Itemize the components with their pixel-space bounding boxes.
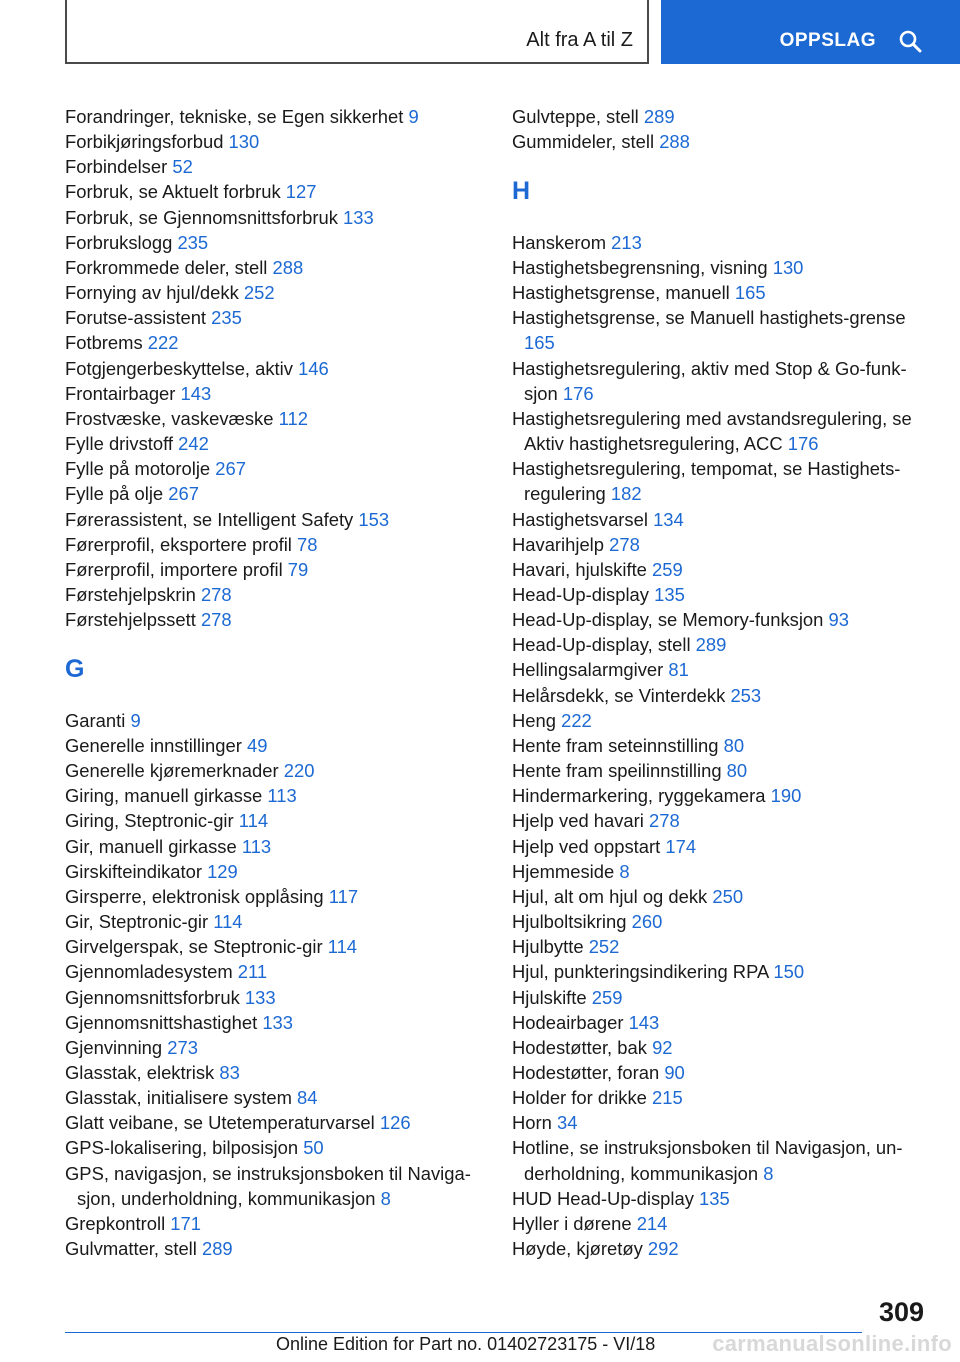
page-reference-link[interactable]: 242 (178, 433, 209, 455)
index-entry (65, 1161, 485, 1211)
page-reference-link[interactable]: 146 (298, 357, 329, 379)
index-entry-text: Fylle på motorolje (65, 458, 211, 480)
index-entry (65, 859, 485, 884)
index-entry (65, 909, 485, 934)
index-entry-text: Hastighetsgrense, se Manuell hastighets-grense (512, 307, 906, 329)
index-entry-text: Førstehjelpskrin (65, 583, 196, 605)
index-entry (512, 808, 932, 833)
index-entry-text: Hastighetsvarsel (512, 508, 648, 530)
index-entry-text: Hindermarkering, ryggekamera (512, 785, 766, 807)
index-entry-text: Girsperre, elektronisk opplåsing (65, 885, 324, 907)
page-reference-link[interactable]: 252 (243, 282, 275, 304)
page-reference-link[interactable]: 273 (167, 1036, 198, 1058)
index-entry-text: Frostvæske, vaskevæske (65, 407, 274, 429)
page-reference-link[interactable]: 50 (303, 1137, 324, 1159)
page-reference-link[interactable]: 126 (379, 1112, 411, 1134)
page-reference-link[interactable]: 176 (787, 433, 819, 455)
page-reference-link[interactable]: 165 (524, 332, 555, 354)
index-entry-text: Hodestøtter, foran (512, 1061, 660, 1083)
page-reference-link[interactable]: 267 (168, 483, 199, 505)
index-entry-text: Hjulbytte (512, 936, 584, 958)
page-reference-link[interactable]: 253 (730, 684, 762, 706)
index-entry (512, 783, 932, 808)
index-entry-text: Gjennomsnittshastighet (65, 1011, 258, 1033)
page-reference-link[interactable]: 80 (726, 760, 748, 782)
index-entry-text: Havari, hjulskifte (512, 558, 647, 580)
index-entry-text: Forbikjøringsforbud (65, 131, 224, 153)
page-reference-link[interactable]: 278 (649, 810, 680, 832)
index-entry-text: Hente fram seteinnstilling (512, 734, 719, 756)
index-entry-text: Glasstak, elektrisk (65, 1061, 215, 1083)
index-entry-text: Head-Up-display (512, 584, 649, 605)
index-entry (512, 1186, 932, 1211)
index-entry-text: Hanskerom (512, 231, 607, 253)
page-reference-link[interactable]: 92 (652, 1036, 673, 1058)
page-reference-link[interactable]: 117 (328, 885, 359, 907)
index-entry-text: Gir, Steptronic-gir (65, 911, 209, 933)
page-reference-link[interactable]: 114 (213, 911, 243, 933)
page-reference-link[interactable]: 252 (588, 936, 620, 958)
index-entry (65, 532, 485, 557)
page-reference-link[interactable]: 153 (358, 508, 390, 530)
index-entry (65, 205, 485, 230)
page-reference-link[interactable]: 130 (228, 131, 260, 153)
page-reference-link[interactable]: 235 (211, 307, 242, 329)
index-entry (65, 230, 485, 255)
index-letter-heading: G (65, 655, 85, 684)
index-entry (512, 758, 932, 783)
index-entry (512, 1110, 932, 1135)
page-reference-link[interactable]: 34 (557, 1112, 578, 1134)
index-entry (512, 959, 932, 984)
index-letter-heading: H (512, 177, 531, 206)
index-entry-text: Gjennomladesystem (65, 961, 233, 983)
page-reference-link[interactable]: 213 (611, 231, 642, 253)
index-entry (65, 758, 485, 783)
index-entry (65, 1035, 485, 1060)
index-entry-text: Hastighetsgrense, manuell (512, 282, 730, 304)
page-reference-link[interactable]: 52 (172, 156, 193, 178)
page-number: 309 (878, 1297, 924, 1327)
page-reference-link[interactable]: 9 (408, 106, 419, 127)
index-entry-text: Førerassistent, se Intelligent Safety (65, 508, 354, 530)
index-entry (512, 456, 932, 506)
page-reference-link[interactable]: 278 (200, 583, 232, 605)
page-reference-link[interactable]: 259 (652, 558, 683, 580)
index-entry (65, 557, 485, 582)
index-entry (512, 406, 932, 456)
index-entry (65, 305, 485, 330)
index-entry-text: Head-Up-display, se Memory-funksjon (512, 609, 824, 631)
page-reference-link[interactable]: 211 (237, 961, 268, 983)
index-entry-text: Hyller i dørene (512, 1212, 632, 1234)
index-entry-text: Hjelp ved oppstart (512, 835, 661, 857)
page-reference-link[interactable]: 220 (283, 760, 315, 782)
index-entry (512, 230, 932, 255)
page-reference-link[interactable]: 113 (267, 785, 297, 807)
page-reference-link[interactable]: 133 (244, 986, 276, 1008)
page-reference-link[interactable]: 250 (712, 885, 744, 907)
lookup-tab-label: OPPSLAG (779, 30, 876, 51)
page-reference-link[interactable]: 174 (665, 835, 697, 857)
section-title: Alt fra A til Z (526, 29, 633, 51)
page-reference-link[interactable]: 222 (561, 709, 592, 731)
index-entry-text: Hodestøtter, bak (512, 1036, 647, 1058)
page-reference-link[interactable]: 79 (287, 558, 309, 580)
page-reference-link[interactable]: 165 (734, 282, 766, 304)
index-entry (65, 733, 485, 758)
page-reference-link[interactable]: 9 (130, 709, 141, 731)
index-entry (512, 305, 932, 355)
page-reference-link[interactable]: 215 (652, 1087, 683, 1109)
page-reference-link[interactable]: 129 (207, 860, 238, 882)
index-entry-text: Girskifteindikator (65, 860, 202, 882)
index-entry-text: Forkrommede deler, stell (65, 256, 268, 278)
index-entry (65, 834, 485, 859)
index-entry (512, 356, 932, 406)
page-reference-link[interactable]: 127 (285, 181, 317, 203)
section-header (65, 0, 649, 64)
index-entry-text: Girvelgerspak, se Steptronic-gir (65, 936, 323, 958)
index-entry (512, 934, 932, 959)
index-entry (512, 1085, 932, 1110)
index-entry (65, 280, 485, 305)
page-reference-link[interactable]: 8 (763, 1162, 774, 1184)
index-entry (65, 959, 485, 984)
index-entry-text: Giring, manuell girkasse (65, 785, 263, 807)
index-entry-text: Hodeairbager (512, 1011, 624, 1033)
index-entry-text: Førerprofil, eksportere profil (65, 533, 292, 555)
page-reference-link[interactable]: 143 (628, 1011, 660, 1033)
page-reference-link[interactable]: 235 (177, 231, 209, 253)
index-entry-text: Hjul, alt om hjul og dekk (512, 885, 708, 907)
index-entry-text: Havarihjelp (512, 533, 604, 555)
index-entry-text: Garanti (65, 709, 126, 731)
index-entry (65, 179, 485, 204)
page-reference-link[interactable]: 214 (636, 1212, 668, 1234)
index-entry (512, 859, 932, 884)
index-entry-text: Hastighetsregulering, tempomat, se Hastighets-regulering (512, 458, 901, 505)
index-entry (512, 607, 932, 632)
index-entry (65, 884, 485, 909)
index-entry-text: Glatt veibane, se Utetemperaturvarsel (65, 1112, 375, 1134)
index-entry-text: Fornying av hjul/dekk (65, 282, 239, 304)
index-entry-text: Hastighetsregulering med avstandsregulering, se Aktiv hastighetsregulering, ACC (512, 407, 912, 455)
index-entry-text: Heng (512, 709, 556, 731)
index-entry (65, 456, 485, 481)
index-entry-text: Hastighetsregulering, aktiv med Stop & Go-funk-sjon (512, 357, 907, 404)
index-entry-text: Gummideler, stell (512, 131, 655, 153)
index-entry-text: Giring, Steptronic-gir (65, 810, 234, 832)
search-icon[interactable] (898, 29, 922, 53)
index-entry (65, 1236, 485, 1261)
index-entry-text: Fylle drivstoff (65, 433, 173, 455)
index-entry (65, 356, 485, 381)
index-entry-text: Head-Up-display, stell (512, 634, 691, 656)
index-entry-text: Gir, manuell girkasse (65, 835, 237, 857)
page-reference-link[interactable]: 78 (297, 533, 318, 555)
page-reference-link[interactable]: 288 (272, 256, 304, 278)
index-entry-text: Hjemmeside (512, 860, 615, 882)
page-reference-link[interactable]: 133 (262, 1011, 293, 1033)
index-entry (512, 104, 932, 129)
index-entry (512, 582, 932, 607)
page-reference-link[interactable]: 135 (654, 584, 685, 605)
index-entry (65, 1110, 485, 1135)
index-entry (512, 255, 932, 280)
index-entry-text: Forandringer, tekniske, se Egen sikkerhet (65, 106, 404, 127)
page-reference-link[interactable]: 84 (297, 1087, 318, 1109)
page-reference-link[interactable]: 113 (241, 835, 272, 857)
index-entry-text: Generelle innstillinger (65, 734, 242, 756)
index-entry (65, 431, 485, 456)
index-entry (512, 683, 932, 708)
index-entry-text: HUD Head-Up-display (512, 1187, 694, 1209)
index-entry (65, 129, 485, 154)
index-entry-text: Forbruk, se Gjennomsnittsforbruk (65, 206, 338, 228)
index-entry-text: Grepkontroll (65, 1212, 166, 1234)
index-column-right (512, 104, 932, 1261)
edition-text: Online Edition for Part no. 01402723175 - VI/18 (276, 1334, 656, 1354)
index-entry (65, 1085, 485, 1110)
index-entry-text: Horn (512, 1112, 552, 1134)
index-entry-text: Førstehjelpssett (65, 609, 196, 631)
index-entry-text: Førerprofil, importere profil (65, 558, 283, 580)
page-reference-link[interactable]: 292 (647, 1238, 679, 1260)
index-entry (65, 934, 485, 959)
index-entry (512, 1236, 932, 1261)
index-entry-text: Hjulskifte (512, 986, 587, 1008)
page-reference-link[interactable]: 267 (215, 458, 246, 480)
index-entry (512, 708, 932, 733)
index-entry (65, 507, 485, 532)
index-entry-text: Fylle på olje (65, 483, 164, 505)
index-entry (512, 884, 932, 909)
index-entry (512, 280, 932, 305)
page-reference-link[interactable]: 8 (380, 1187, 391, 1209)
index-entry (65, 985, 485, 1010)
page-reference-link[interactable]: 93 (828, 609, 849, 631)
index-entry-text: Holder for drikke (512, 1087, 647, 1109)
page-reference-link[interactable]: 135 (699, 1187, 730, 1209)
index-entry-text: Hjulboltsikring (512, 911, 627, 933)
index-entry-text: Frontairbager (65, 382, 176, 404)
index-entry (65, 708, 485, 733)
index-entry (512, 1211, 932, 1236)
index-entry-text: Hjelp ved havari (512, 810, 644, 832)
page-reference-link[interactable]: 150 (773, 961, 805, 983)
index-entry-text: GPS, navigasjon, se instruksjonsboken til Naviga-sjon, underholdning, kommunikasjon (65, 1162, 471, 1209)
page-reference-link[interactable]: 171 (170, 1212, 201, 1234)
index-entry (65, 154, 485, 179)
page-reference-link[interactable]: 133 (343, 206, 374, 228)
index-entry-text: Forbindelser (65, 156, 168, 178)
page-reference-link[interactable]: 8 (619, 860, 630, 882)
page-reference-link[interactable]: 112 (278, 407, 308, 429)
page-reference-link[interactable]: 259 (591, 986, 623, 1008)
page-reference-link[interactable]: 182 (610, 483, 642, 505)
page-reference-link[interactable]: 289 (695, 634, 727, 656)
index-entry (512, 834, 932, 859)
index-entry-text: Helårsdekk, se Vinterdekk (512, 684, 726, 706)
index-entry (65, 330, 485, 355)
page-reference-link[interactable]: 81 (668, 659, 689, 681)
page-reference-link[interactable]: 143 (180, 382, 212, 404)
index-entry (65, 481, 485, 506)
page-reference-link[interactable]: 134 (653, 508, 684, 530)
index-entry (512, 1035, 932, 1060)
page-reference-link[interactable]: 176 (562, 382, 594, 404)
page-reference-link[interactable]: 289 (201, 1238, 233, 1260)
index-entry-text: Gjennomsnittsforbruk (65, 986, 240, 1008)
index-entry (512, 985, 932, 1010)
index-entry (512, 1010, 932, 1035)
lookup-tab[interactable] (661, 0, 960, 64)
page-reference-link[interactable]: 114 (327, 936, 358, 958)
index-entry (512, 129, 932, 154)
index-entry-text: Hastighetsbegrensning, visning (512, 256, 768, 278)
index-entry (512, 557, 932, 582)
page-reference-link[interactable]: 278 (200, 609, 232, 631)
index-entry-text: Glasstak, initialisere system (65, 1087, 292, 1109)
index-entry-text: Gulvmatter, stell (65, 1238, 197, 1260)
index-entry (65, 808, 485, 833)
page-reference-link[interactable]: 80 (723, 734, 745, 756)
page-reference-link[interactable]: 222 (147, 332, 179, 354)
index-entry-text: Hjul, punkteringsindikering RPA (512, 961, 769, 983)
page-reference-link[interactable]: 190 (770, 785, 802, 807)
page-reference-link[interactable]: 289 (643, 106, 675, 127)
index-entry (65, 582, 485, 607)
index-entry (512, 909, 932, 934)
index-entry-text: Hellingsalarmgiver (512, 659, 664, 681)
index-entry (65, 255, 485, 280)
index-entry-text: Fotbrems (65, 332, 143, 354)
page-reference-link[interactable]: 288 (659, 131, 690, 153)
page-reference-link[interactable]: 278 (609, 533, 640, 555)
index-entry (65, 104, 485, 129)
index-entry (512, 507, 932, 532)
index-column-left (65, 104, 485, 1261)
index-entry-text: GPS-lokalisering, bilposisjon (65, 1137, 299, 1159)
index-entry (65, 1135, 485, 1160)
watermark: carmanualsonline.info (712, 1331, 952, 1356)
index-entry-text: Hente fram speilinnstilling (512, 760, 722, 782)
index-entry (65, 783, 485, 808)
index-entry-text: Fotgjengerbeskyttelse, aktiv (65, 357, 293, 379)
index-entry (512, 1060, 932, 1085)
page-reference-link[interactable]: 83 (219, 1061, 240, 1083)
index-entry (65, 1211, 485, 1236)
index-entry-text: Forbrukslogg (65, 231, 173, 253)
page-reference-link[interactable]: 130 (772, 256, 804, 278)
index-entry-text: Gulvteppe, stell (512, 106, 639, 127)
index-entry-text: Generelle kjøremerknader (65, 760, 279, 782)
index-entry-text: Høyde, kjøretøy (512, 1238, 643, 1260)
index-entry-text: Hotline, se instruksjonsboken til Navigasjon, un-derholdning, kommunikasjon (512, 1137, 903, 1184)
page-reference-link[interactable]: 49 (246, 734, 268, 756)
index-entry (65, 1010, 485, 1035)
index-entry-text: Forutse-assistent (65, 307, 207, 329)
index-entry (512, 632, 932, 657)
index-entry (512, 733, 932, 758)
index-entry (512, 1135, 932, 1185)
page-reference-link[interactable]: 114 (238, 810, 269, 832)
index-entry (65, 406, 485, 431)
page-reference-link[interactable]: 260 (631, 911, 663, 933)
index-entry (512, 657, 932, 682)
index-entry (65, 381, 485, 406)
page-reference-link[interactable]: 90 (664, 1061, 685, 1083)
index-entry (512, 532, 932, 557)
index-entry-text: Gjenvinning (65, 1036, 163, 1058)
index-entry (65, 1060, 485, 1085)
index-entry-text: Forbruk, se Aktuelt forbruk (65, 181, 281, 203)
index-entry (65, 607, 485, 632)
